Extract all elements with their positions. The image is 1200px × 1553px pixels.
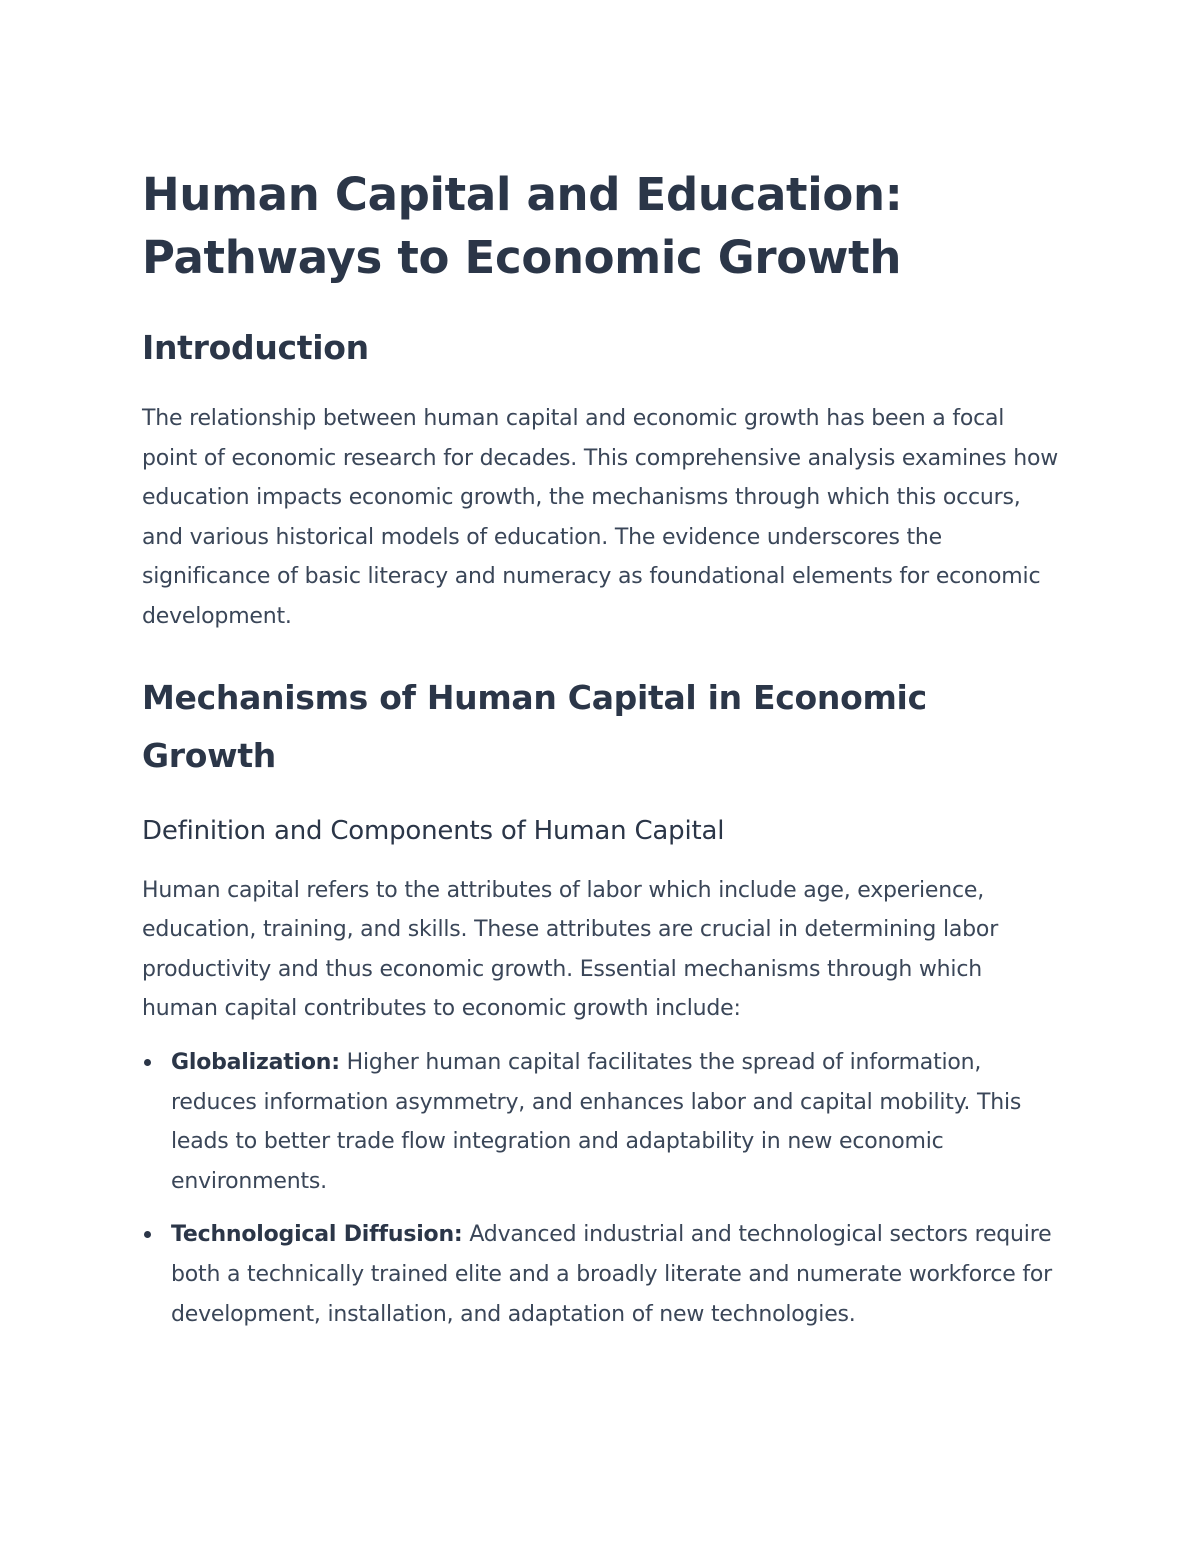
bullet-term: Globalization: <box>171 1049 340 1075</box>
bullet-text: Higher human capital facilitates the spread of information, reduces information asymmetry, and enhances labor and capital mobility. This leads to better trade flow integration and adaptability in new economic environments. <box>171 1049 1022 1194</box>
definition-paragraph: Human capital refers to the attributes of labor which include age, experience, education, training, and skills. These attributes are crucial in determining labor productivity and thus economic growth. Essential mechanisms through which human capital contributes to economic growth include: <box>142 877 999 1022</box>
definition-subheading: Definition and Components of Human Capital <box>142 815 725 846</box>
introduction-paragraph: The relationship between human capital and economic growth has been a focal point of economic research for decades. This comprehensive analysis examines how education impacts economic growth, the mechanisms through which this occurs, and various historical models of education. The evidence underscores the significance of basic literacy and numeracy as foundational elements for economic development. <box>142 406 1058 629</box>
bullet-icon <box>144 1231 151 1238</box>
mechanisms-list <box>142 1043 1058 1334</box>
bullet-icon <box>144 1059 151 1066</box>
title-line-2: Pathways to Economic Growth <box>142 231 902 284</box>
bullet-text: Advanced industrial and technological sectors require both a technically trained elite and a broadly literate and numerate workforce for development, installation, and adaptation of new technologies. <box>171 1222 1053 1327</box>
list-item <box>142 1215 1058 1334</box>
title-line-1: Human Capital and Education: <box>142 168 903 221</box>
bullet-term: Technological Diffusion: <box>171 1222 463 1248</box>
mechanisms-heading: Mechanisms of Human Capital in Economic Growth <box>142 677 927 775</box>
document-title <box>142 0 1058 289</box>
introduction-heading: Introduction <box>142 328 369 367</box>
list-item <box>142 1043 1058 1201</box>
